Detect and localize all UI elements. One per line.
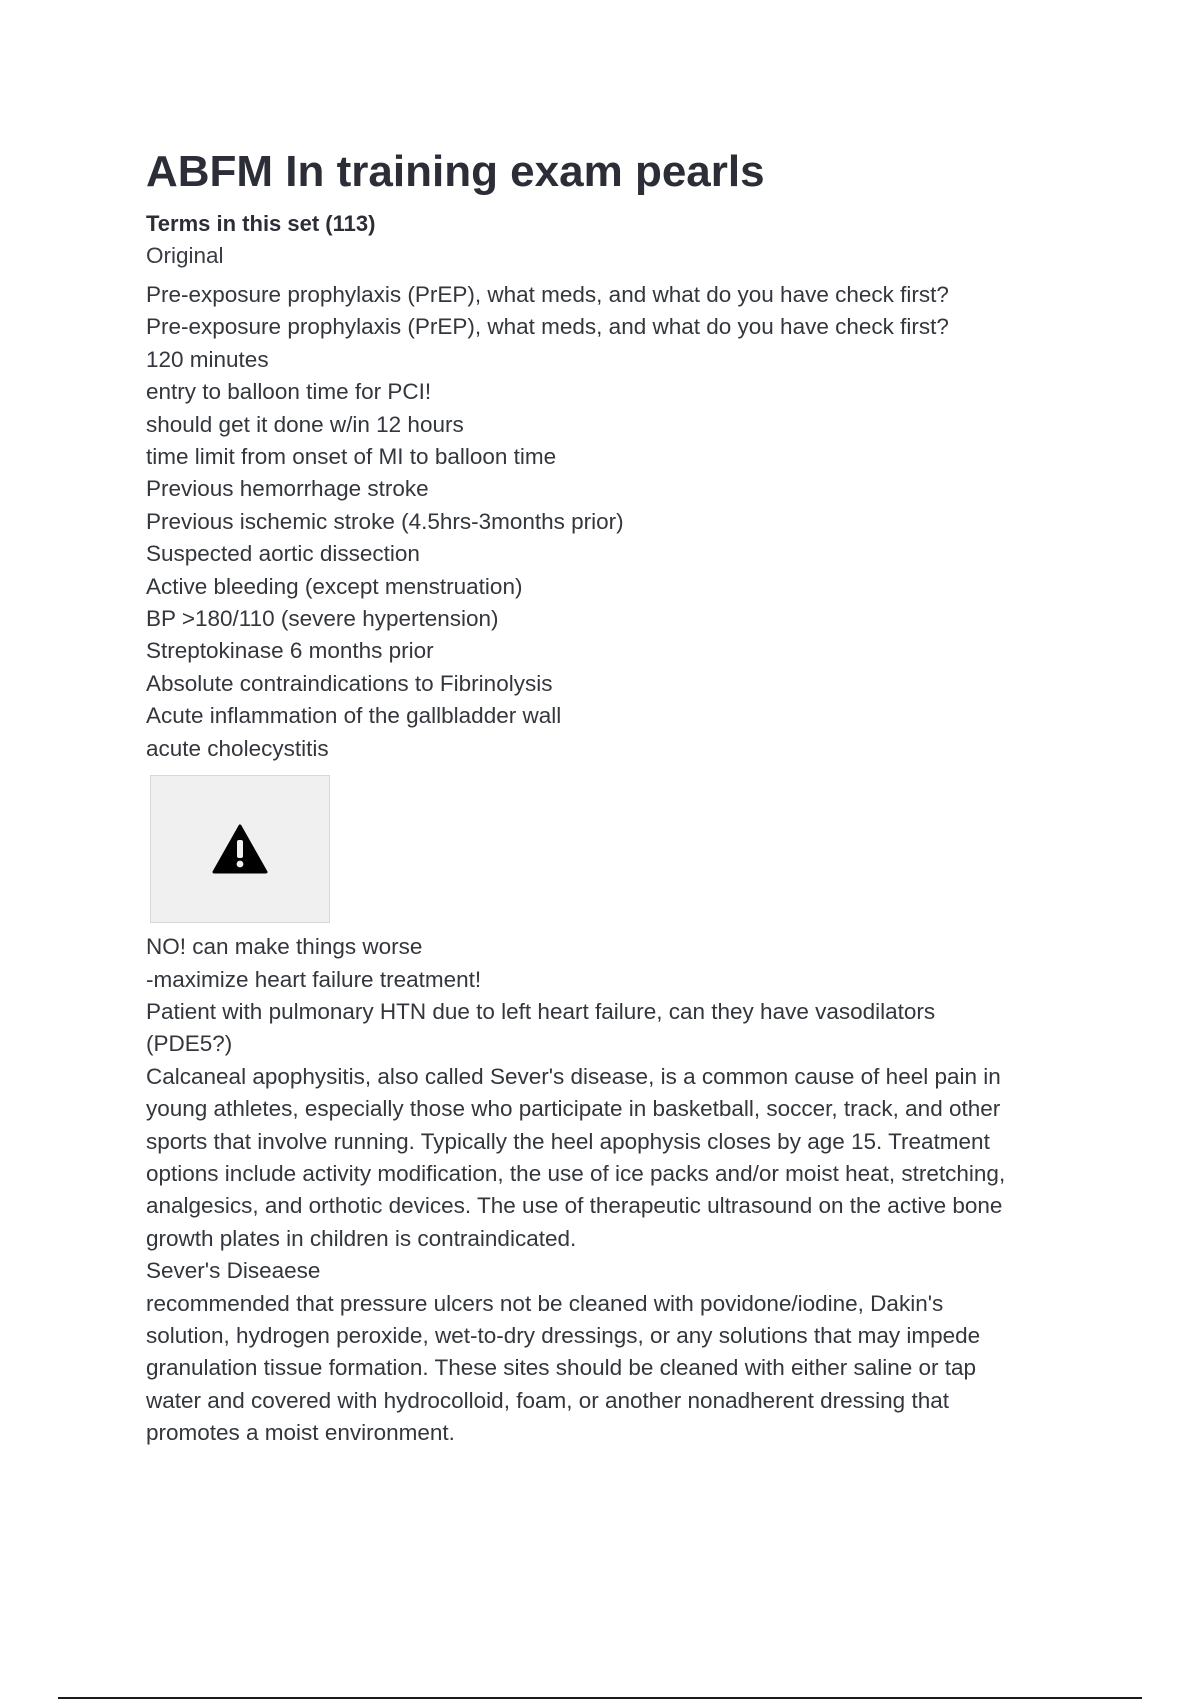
text-line: 120 minutes bbox=[146, 346, 269, 372]
text-line: solution, hydrogen peroxide, wet-to-dry dressings, or any solutions that may impede bbox=[146, 1322, 981, 1348]
text-line: acute cholecystitis bbox=[146, 735, 329, 761]
text-line: sports that involve running. Typically the heel apophysis closes by age 15. Treatment bbox=[146, 1128, 990, 1154]
text-line: Pre-exposure prophylaxis (PrEP), what meds, and what do you have check first? bbox=[146, 314, 949, 340]
section-label: Original bbox=[146, 243, 224, 268]
text-line: growth plates in children is contraindicated. bbox=[146, 1225, 577, 1251]
text-line: Suspected aortic dissection bbox=[146, 541, 420, 567]
text-line: Streptokinase 6 months prior bbox=[146, 638, 434, 664]
text-line: options include activity modification, the use of ice packs and/or moist heat, stretching, bbox=[146, 1160, 1006, 1186]
text-line: Previous ischemic stroke (4.5hrs-3months prior) bbox=[146, 508, 624, 534]
text-line: Active bleeding (except menstruation) bbox=[146, 573, 523, 599]
text-line: Absolute contraindications to Fibrinolysis bbox=[146, 670, 553, 696]
text-line: BP >180/110 (severe hypertension) bbox=[146, 606, 499, 632]
lines-after-image bbox=[146, 931, 1086, 1450]
text-line: NO! can make things worse bbox=[146, 934, 423, 960]
missing-image-placeholder bbox=[150, 775, 330, 923]
page-title: ABFM In training exam pearls bbox=[146, 147, 765, 196]
text-line: recommended that pressure ulcers not be cleaned with povidone/iodine, Dakin's bbox=[146, 1290, 944, 1316]
lines-before-image bbox=[146, 279, 1086, 765]
text-line: Pre-exposure prophylaxis (PrEP), what meds, and what do you have check first? bbox=[146, 282, 949, 307]
text-line: Patient with pulmonary HTN due to left heart failure, can they have vasodilators bbox=[146, 998, 936, 1024]
text-line: Previous hemorrhage stroke bbox=[146, 476, 429, 502]
text-line: -maximize heart failure treatment! bbox=[146, 966, 482, 992]
footer-divider bbox=[58, 1697, 1142, 1699]
text-line: granulation tissue formation. These sites should be cleaned with either saline or tap bbox=[146, 1355, 977, 1381]
warning-icon bbox=[212, 824, 268, 874]
text-line: time limit from onset of MI to balloon time bbox=[146, 444, 557, 470]
text-line: entry to balloon time for PCI! bbox=[146, 379, 432, 405]
text-line: water and covered with hydrocolloid, foam, or another nonadherent dressing that bbox=[146, 1387, 949, 1413]
text-line: Calcaneal apophysitis, also called Sever's disease, is a common cause of heel pain in bbox=[146, 1063, 1001, 1089]
text-line: Sever's Diseaese bbox=[146, 1258, 321, 1284]
text-line: analgesics, and orthotic devices. The use of therapeutic ultrasound on the active bone bbox=[146, 1193, 1003, 1219]
text-line: should get it done w/in 12 hours bbox=[146, 411, 464, 437]
text-line: promotes a moist environment. bbox=[146, 1420, 455, 1446]
document-page bbox=[146, 140, 1086, 1450]
text-line: Acute inflammation of the gallbladder wall bbox=[146, 703, 562, 729]
text-line: (PDE5?) bbox=[146, 1031, 233, 1057]
text-line: young athletes, especially those who participate in basketball, soccer, track, and other bbox=[146, 1096, 1001, 1122]
terms-count-heading: Terms in this set (113) bbox=[146, 211, 376, 236]
